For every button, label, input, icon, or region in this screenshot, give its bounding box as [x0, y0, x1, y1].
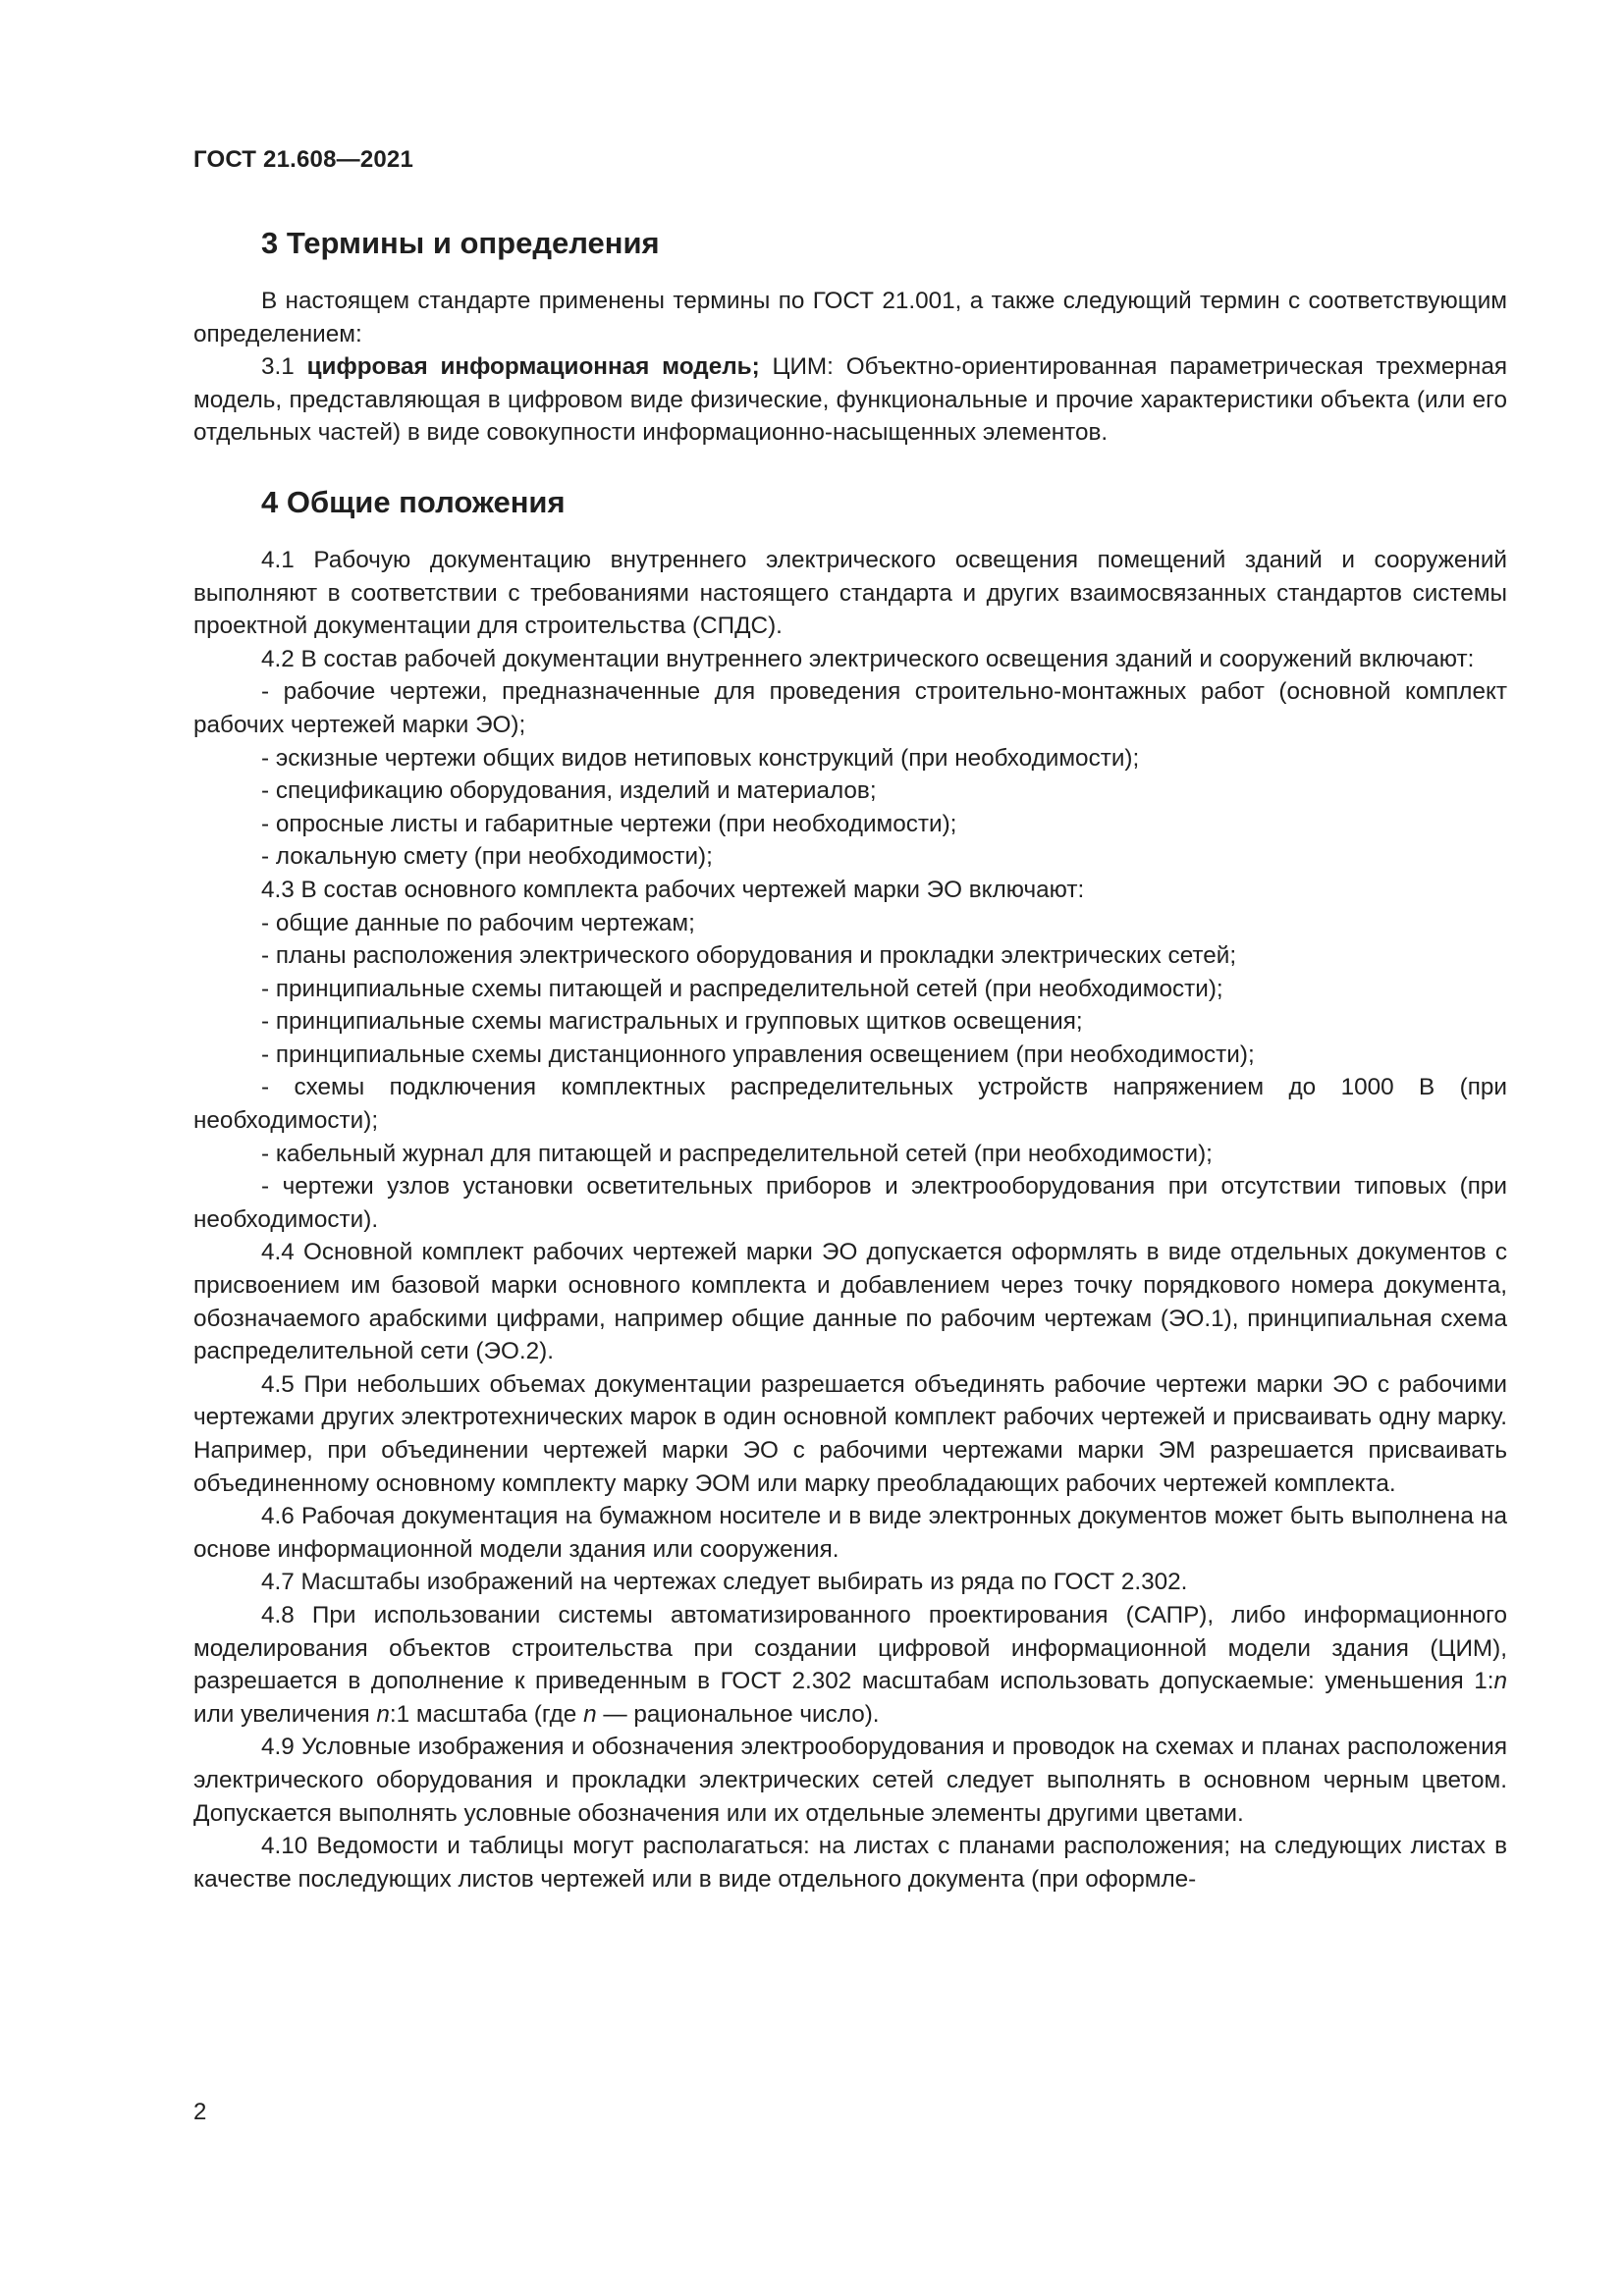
paragraph-4-3: 4.3 В состав основного комплекта рабочих чертежей марки ЭО включают: [261, 876, 1085, 903]
list-item: - кабельный журнал для питающей и распределительной сетей (при необходимости); [261, 1140, 1213, 1167]
term-3-1 [193, 350, 1507, 450]
list-item: - эскизные чертежи общих видов нетиповых конструкций (при необходимости); [261, 744, 1140, 772]
list-item: - спецификацию оборудования, изделий и материалов; [261, 777, 877, 805]
page-number: 2 [193, 2099, 207, 2125]
list-item: - принципиальные схемы питающей и распределительной сетей (при необходимости); [261, 975, 1223, 1002]
term-definition: ЦИМ: Объектно-ориентированная параметрическая трехмерная модель, представляющая в цифровом виде физические, функциональные и прочие характеристики объекта (или его отдельных частей) в виде совокупности информационно-насыщенных элементов. [193, 353, 1508, 447]
paragraph-4-6: 4.6 Рабочая документация на бумажном носителе и в виде электронных документов может быть выполнена на основе информационной модели здания или сооружения. [193, 1503, 1507, 1563]
section-3-intro: В настоящем стандарте применены термины по ГОСТ 21.001, а также следующий термин с соответствующим определением: [193, 288, 1507, 347]
document-body [193, 224, 1507, 1896]
list-item: - принципиальные схемы магистральных и групповых щитков освещения; [261, 1008, 1083, 1036]
list-item: - планы расположения электрического оборудования и прокладки электрических сетей; [261, 942, 1237, 970]
section-4-title: 4 Общие положения [261, 484, 566, 519]
list-item: - схемы подключения комплектных распределительных устройств напряжением до 1000 В (при необходимости); [193, 1074, 1507, 1135]
list-item: - рабочие чертежи, предназначенные для проведения строительно-монтажных работ (основной комплект рабочих чертежей марки ЭО); [193, 678, 1507, 738]
term-number: 3.1 [261, 353, 307, 381]
list-item: - общие данные по рабочим чертежам; [261, 909, 695, 936]
paragraph-4-5: 4.5 При небольших объемах документации разрешается объединять рабочие чертежи марки ЭО с рабочими чертежами других электротехнических марок в один основной комплект рабочих чертежей и присваивать одну марку. Например, при объединении чертежей марки ЭО с рабочими чертежами марки ЭМ разрешается присваивать объединенному основному комплекту марку ЭОМ или марку преобладающих рабочих чертежей комплекта. [193, 1370, 1507, 1497]
paragraph-4-8: 4.8 При использовании системы автоматизированного проектирования (САПР), либо информационного моделирования объектов строительства при создании цифровой информационной модели здания (ЦИМ), разрешается в дополнение к приведенным в ГОСТ 2.302 масштабам использовать допускаемые: уменьшения 1:n или увеличения n:1 масштаба (где n — рациональное число). [193, 1601, 1507, 1728]
section-3-title: 3 Термины и определения [261, 226, 660, 260]
paragraph-4-4: 4.4 Основной комплект рабочих чертежей марки ЭО допускается оформлять в виде отдельных документов с присвоением им базовой марки основного комплекта и добавлением через точку порядкового номера документа, обозначаемого арабскими цифрами, например общие данные по рабочим чертежам (ЭО.1), принципиальная схема распределительной сети (ЭО.2). [193, 1239, 1507, 1365]
list-item: - опросные листы и габаритные чертежи (при необходимости); [261, 810, 957, 837]
paragraph-4-1: 4.1 Рабочую документацию внутреннего электрического освещения помещений зданий и сооружений выполняют в соответствии с требованиями настоящего стандарта и других взаимосвязанных стандартов системы проектной документации для строительства (СПДС). [193, 546, 1507, 640]
list-item: - локальную смету (при необходимости); [261, 843, 713, 871]
paragraph-4-2: 4.2 В состав рабочей документации внутреннего электрического освещения зданий и сооружений включают: [261, 645, 1475, 672]
list-item: - принципиальные схемы дистанционного управления освещением (при необходимости); [261, 1041, 1255, 1068]
paragraph-4-7: 4.7 Масштабы изображений на чертежах следует выбирать из ряда по ГОСТ 2.302. [261, 1569, 1188, 1596]
term-name: цифровая информационная модель; [306, 353, 760, 381]
list-item: - чертежи узлов установки осветительных приборов и электрооборудования при отсутствии типовых (при необходимости). [193, 1173, 1507, 1233]
paragraph-4-9: 4.9 Условные изображения и обозначения электрооборудования и проводок на схемах и планах расположения электрического оборудования и прокладки электрических сетей следует выполнять в основном черным цветом. Допускается выполнять условные обозначения или их отдельные элементы другими цветами. [193, 1734, 1507, 1827]
paragraph-4-10: 4.10 Ведомости и таблицы могут располагаться: на листах с планами расположения; на следующих листах в качестве последующих листов чертежей или в виде отдельного документа (при оформле- [193, 1833, 1507, 1893]
document-code: ГОСТ 21.608—2021 [193, 146, 414, 173]
